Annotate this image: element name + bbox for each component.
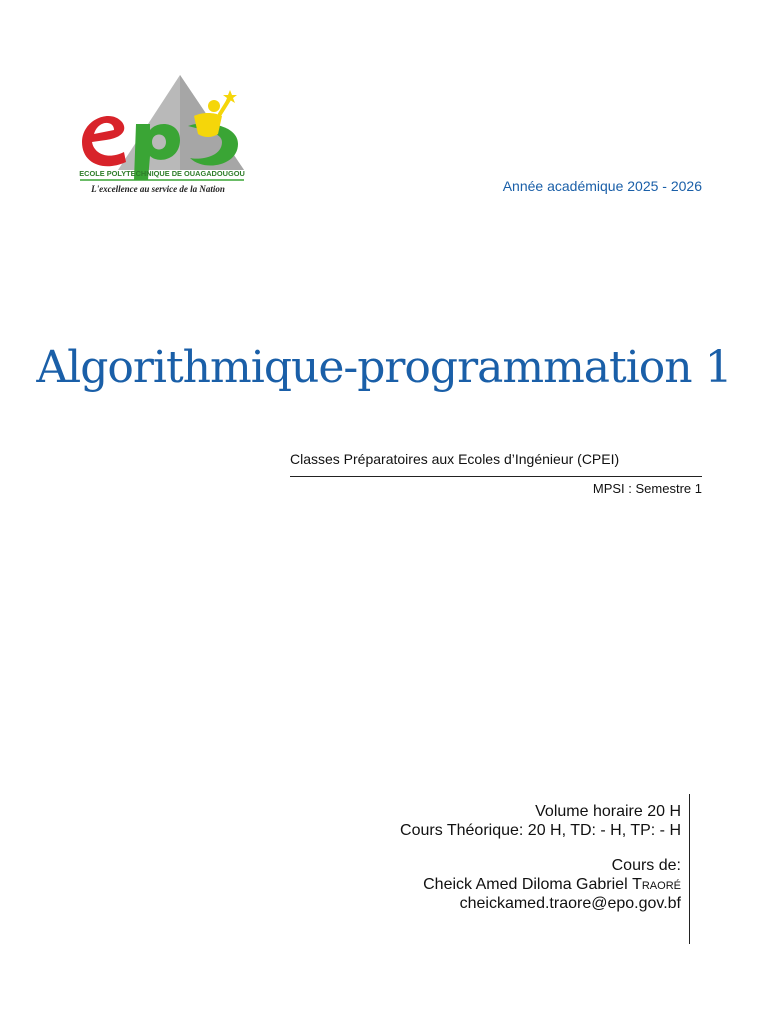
academic-year: Année académique 2025 - 2026 [502,178,702,194]
semester-label: MPSI : Semestre [592,481,692,496]
cours-de-label: Cours de: [611,857,681,874]
semester-number: 1 [694,481,702,496]
volume-horaire: Volume horaire 20 H [535,803,681,820]
epo-logo-graphic [62,72,258,204]
teacher-lastname: Traoré [632,876,681,893]
logo-figure-head [208,100,220,112]
hours-breakdown: Cours Théorique: 20 H, TD: - H, TP: - H [400,822,681,839]
course-info [300,802,681,913]
semester-line [290,481,702,496]
school-logo [62,72,258,204]
info-spacer [300,840,681,856]
teacher-email: cheickamed.traore@epo.gov.bf [459,895,681,912]
logo-figure-body [194,113,222,137]
course-title: Algorithmique-programmation 1 [36,342,732,393]
program-name: Classes Préparatoires aux Ecoles d’Ingénieur (CPEI) [290,451,620,467]
logo-letter-e [82,116,126,166]
subtitle-block [290,450,702,496]
teacher-name [300,875,681,894]
logo-school-name: ECOLE POLYTECHNIQUE DE OUAGADOUGOU [79,169,245,178]
vertical-rule [689,794,690,944]
logo-motto: L'excellence au service de la Nation [91,184,225,194]
teacher-firstnames: Cheick Amed Diloma Gabriel [423,876,628,893]
subtitle-divider [290,476,702,477]
